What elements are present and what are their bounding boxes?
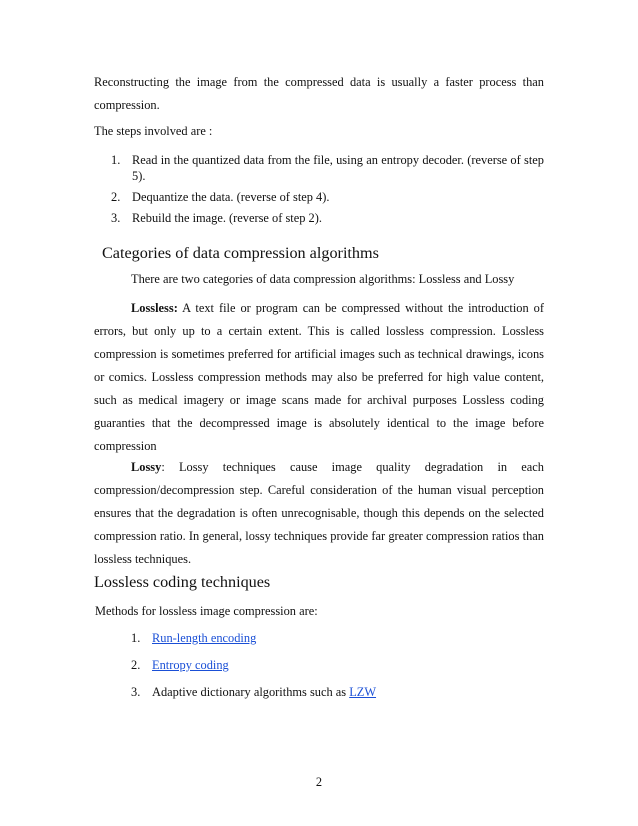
lossy-text: Lossy techniques cause image quality degradation in each compression/decompression step. Careful consideration of the human visual perception ensures that the degradation is often unrecognisable, though this depends on the selected compression ratio. In general, lossy techniques provide far greater compression ratios than lossless techniques. <box>94 460 544 566</box>
list-item: 2. Entropy coding <box>131 658 229 672</box>
list-item: 1. Run-length encoding <box>131 631 257 645</box>
lossless-text: A text file or program can be compressed without the introduction of errors, but only up to a certain extent. This is called lossless compression. Lossless compression is sometimes preferred for artificial images such as technical drawings, icons or comics. Lossless compression methods may also be preferred for high value content, such as medical imagery or image scans made for archival purposes Lossless coding guaranties that the decompressed image is absolutely identical to the image before compression <box>94 301 544 453</box>
list-item: 1. Read in the quantized data from the file, using an entropy decoder. (reverse of step 5). <box>111 153 544 183</box>
list-item: 2. Dequantize the data. (reverse of step 4). <box>111 190 330 204</box>
list-item: 3. Adaptive dictionary algorithms such as LZW <box>131 685 377 699</box>
intro-paragraph: Reconstructing the image from the compressed data is usually a faster process than compression. <box>94 75 544 112</box>
run-length-encoding-link[interactable]: Run-length encoding <box>152 631 257 645</box>
list-item: 3. Rebuild the image. (reverse of step 2). <box>111 211 322 225</box>
lossy-label: Lossy <box>131 460 162 474</box>
lossless-label: Lossless: <box>131 301 178 315</box>
steps-list <box>111 152 544 226</box>
lossless-paragraph <box>94 297 544 458</box>
lzw-link[interactable]: LZW <box>349 685 377 699</box>
lossless-methods-list <box>131 628 544 702</box>
steps-intro: The steps involved are : <box>94 124 213 138</box>
lossless-methods-intro: Methods for lossless image compression are: <box>95 604 318 618</box>
section-heading-lossless-coding: Lossless coding techniques <box>94 573 271 591</box>
page-number: 2 <box>315 775 323 789</box>
section-heading-categories: Categories of data compression algorithms <box>102 244 379 262</box>
entropy-coding-link[interactable]: Entropy coding <box>152 658 229 672</box>
lossy-paragraph: Lossy: Lossy techniques cause image quality degradation in each compression/decompression step. Careful consideration of the human visual perception ensures that the degradation is often unrecognisable, though this depends on the selected compression ratio. In general, lossy techniques provide far greater compression ratios than lossless techniques. <box>94 460 544 566</box>
categories-intro: There are two categories of data compression algorithms: Lossless and Lossy <box>131 272 515 286</box>
